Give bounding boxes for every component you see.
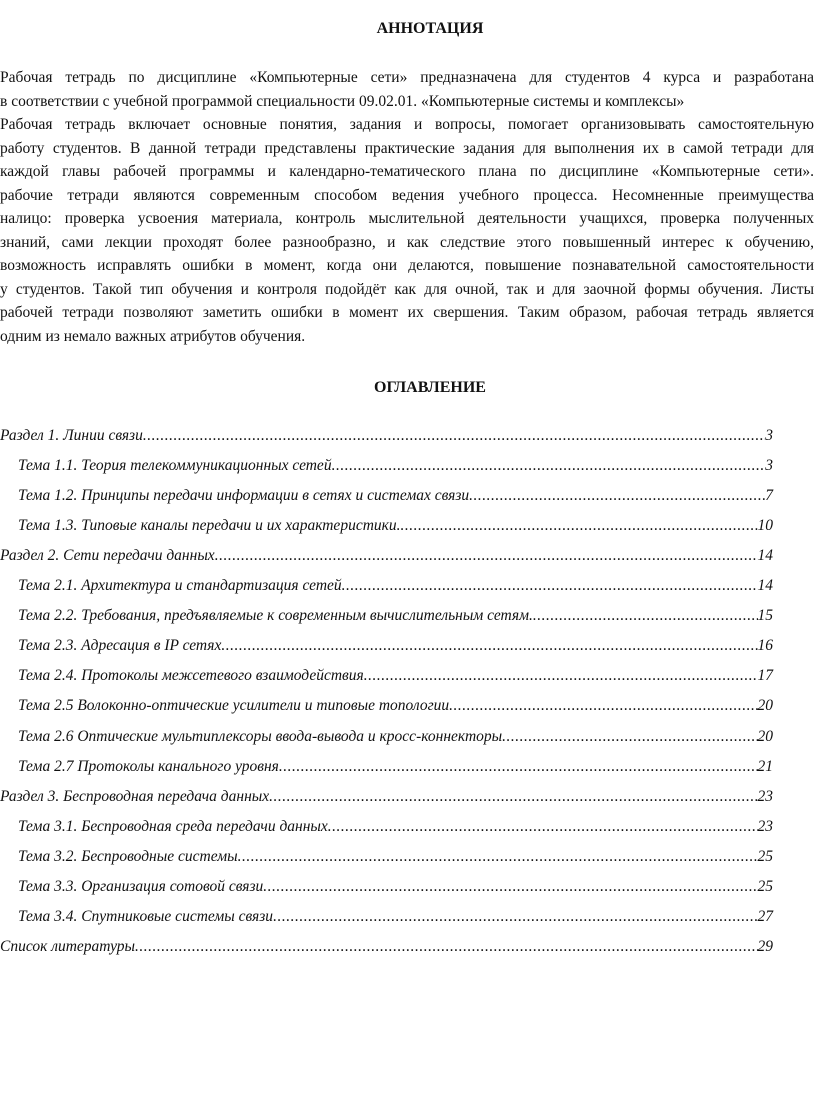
toc-dot-leader: [332, 455, 766, 477]
toc-entry[interactable]: [0, 695, 773, 717]
toc-entry-label: Тема 3.3. Организация сотовой связи: [18, 877, 264, 895]
toc-dot-leader: [279, 756, 758, 778]
toc-entry-label: Тема 2.5 Волоконно-оптические усилители и типовые топологии: [18, 697, 450, 715]
toc-entry-page: 10: [757, 517, 773, 535]
toc-dot-leader: [533, 605, 758, 627]
annotation-line: рабочей тетради позволяют заметить ошибки в момент их свершения. Таким образом, рабочая тетрадь является: [0, 304, 814, 321]
toc-entry[interactable]: [0, 906, 773, 928]
toc-entry-label: Тема 2.3. Адресация в IP сетях: [18, 637, 222, 655]
annotation-line: у студентов. Такой тип обучения и контроля подойдёт как для очной, так и для заочной формы обучения. Листы: [0, 280, 814, 298]
toc-entry-label: Тема 2.7 Протоколы канального уровня: [18, 757, 279, 775]
toc-entry[interactable]: [0, 665, 773, 687]
toc-entry-page: 27: [757, 907, 773, 925]
annotation-line: знаний, сами лекции проходят более разнообразно, и как следствие этого повышенный интерес к обучению,: [0, 233, 814, 251]
toc-entry[interactable]: [0, 786, 773, 808]
toc-entry[interactable]: [0, 485, 773, 507]
toc-dot-leader: [449, 695, 757, 717]
toc-dot-leader: [135, 936, 757, 958]
toc-dot-leader: [273, 906, 757, 928]
toc-entry-page: 21: [757, 757, 773, 775]
toc-entry-page: 29: [757, 937, 773, 955]
toc-entry-label: Тема 2.4. Протоколы межсетевого взаимодействия: [18, 667, 364, 685]
toc-entry-label: Раздел 2. Сети передачи данных: [0, 547, 215, 565]
toc-dot-leader: [221, 635, 757, 657]
toc-dot-leader: [238, 846, 758, 868]
annotation-line: в соответствии с учебной программой специальности 09.02.01. «Компьютерные системы и комплексы»: [0, 92, 685, 110]
toc-entry-page: 23: [757, 817, 773, 835]
annotation-line: Рабочая тетрадь включает основные понятия, задания и вопросы, помогает организовывать самостоятельную: [0, 116, 814, 133]
toc-entry-label: Тема 3.2. Беспроводные системы: [18, 847, 238, 865]
toc-entry-label: Раздел 3. Беспроводная передача данных: [0, 787, 270, 805]
toc-dot-leader: [502, 726, 757, 748]
toc-entry-page: 14: [757, 547, 773, 565]
toc-entry-label: Тема 2.6 Оптические мультиплексоры ввода-вывода и кросс-коннекторы: [18, 727, 503, 745]
toc-dot-leader: [263, 876, 757, 898]
annotation-line: налицо: проверка усвоения материала, контроль мыслительной деятельности учащихся, проверка полученных: [0, 210, 814, 227]
toc-dot-leader: [469, 485, 765, 507]
toc-entry-label: Тема 1.1. Теория телекоммуникационных сетей: [18, 457, 332, 475]
toc-entry-page: 20: [757, 727, 773, 745]
toc-dot-leader: [364, 665, 758, 687]
toc-entry[interactable]: [0, 846, 773, 868]
annotation-line: каждой главы рабочей программы и календарно-тематического плана по дисциплине «Компьютерные сети».: [0, 163, 814, 180]
toc-dot-leader: [342, 575, 758, 597]
toc-entry-page: 25: [757, 877, 773, 895]
toc-entry[interactable]: [0, 726, 773, 748]
toc-entry[interactable]: [0, 605, 773, 627]
toc-dot-leader: [215, 545, 758, 567]
toc-entry-label: Раздел 1. Линии связи: [0, 427, 143, 444]
toc-entry[interactable]: [0, 545, 773, 567]
annotation-line: возможность исправлять ошибки в момент, когда они делаются, повышение познавательной самостоятельности: [0, 257, 814, 274]
annotation-line: работу студентов. В данной тетради представлены практические задания для выполнения их в самой тетради для: [0, 139, 814, 157]
toc-entry[interactable]: [0, 515, 773, 537]
toc-entry-label: Тема 3.1. Беспроводная среда передачи данных: [18, 817, 328, 835]
toc-entry-page: 17: [757, 667, 773, 685]
toc-dot-leader: [401, 515, 758, 537]
annotation-title: АННОТАЦИЯ: [376, 20, 484, 37]
toc-entry-page: 16: [757, 637, 773, 655]
toc-entry[interactable]: [0, 425, 773, 447]
toc-entry-label: Тема 2.2. Требования, предъявляемые к современным вычислительным сетям.: [18, 607, 533, 625]
toc-entry-page: 20: [757, 697, 773, 715]
toc-entry[interactable]: [0, 575, 773, 597]
toc-entry[interactable]: [0, 455, 773, 477]
toc-entry-page: 7: [765, 487, 773, 505]
toc-entry[interactable]: [0, 816, 773, 838]
toc-entry[interactable]: [0, 756, 773, 778]
toc-entry-page: 3: [765, 457, 773, 475]
toc-entry-label: Тема 1.3. Типовые каналы передачи и их характеристики.: [18, 517, 401, 535]
toc-entry-page: 25: [757, 847, 773, 865]
annotation-line: рабочие тетради являются современным способом ведения учебного процесса. Несомненные преимущества: [0, 186, 814, 204]
annotation-line: Рабочая тетрадь по дисциплине «Компьютерные сети» предназначена для студентов 4 курса и разработана: [0, 69, 814, 86]
toc-entry-page: 3: [765, 427, 773, 444]
toc-entry[interactable]: [0, 876, 773, 898]
toc-dot-leader: [143, 425, 765, 447]
annotation-line: одним из немало важных атрибутов обучения.: [0, 327, 306, 345]
toc-entry-page: 14: [757, 577, 773, 595]
toc-entry[interactable]: [0, 635, 773, 657]
toc-dot-leader: [269, 786, 757, 808]
toc-entry-label: Тема 3.4. Спутниковые системы связи: [18, 907, 274, 925]
toc-title: ОГЛАВЛЕНИЕ: [374, 379, 486, 396]
toc-entry-label: Тема 2.1. Архитектура и стандартизация сетей: [18, 577, 342, 595]
toc-dot-leader: [328, 816, 758, 838]
toc-entry-page: 23: [757, 787, 773, 805]
toc-entry-page: 15: [757, 607, 773, 625]
toc-entry-label: Тема 1.2. Принципы передачи информации в сетях и системах связи: [18, 487, 470, 505]
toc-entry-label: Список литературы: [0, 937, 136, 955]
toc-entry[interactable]: [0, 936, 773, 958]
